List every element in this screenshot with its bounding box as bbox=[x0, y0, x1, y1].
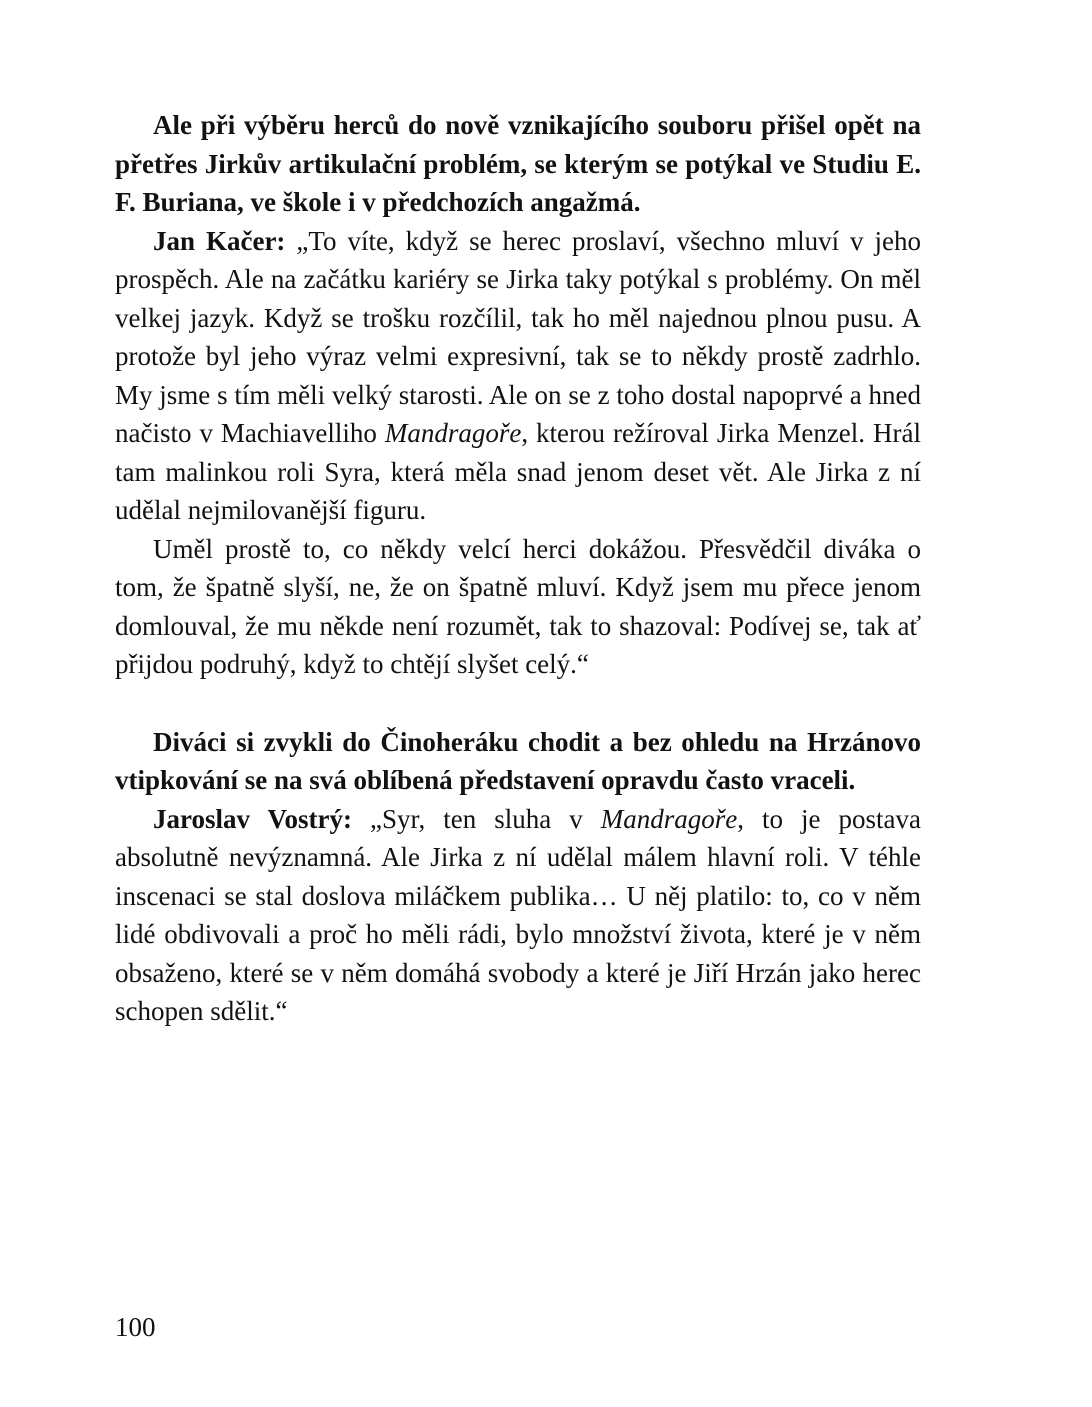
text-run-bold: Diváci si zvykli do Činoheráku chodit a bez ohledu na Hrzánovo vtipkování se na svá oblíbená představení opravdu často vraceli. bbox=[115, 726, 921, 795]
text-run-normal: , kterou režíroval Jirka Menzel. Hrál tam malinkou roli Syra, která měla snad jenom deset vět. Ale Jirka z ní udělal nejmilovanější figuru. bbox=[115, 418, 921, 525]
text-run-normal: „To víte, když se herec proslaví, všechno mluví v jeho prospěch. Ale na začátku kariéry se Jirka taky potýkal s problémy. On měl velkej jazyk. Když se trošku rozčílil, tak ho měl najednou plnou pusu. A protože byl jeho výraz velmi expresivní, tak se to někdy prostě zadrhlo. My jsme s tím měli velký starosti. Ale on se z toho dostal napoprvé a hned načisto v Machiavelliho bbox=[115, 225, 921, 448]
paragraph bbox=[115, 106, 921, 222]
text-run-normal: „Syr, ten sluha v bbox=[370, 803, 601, 834]
text-run-italic: Mandragoře bbox=[384, 418, 522, 448]
text-block bbox=[115, 106, 921, 1031]
text-run-normal: , to je postava absolutně nevýznamná. Ale Jirka z ní udělal málem hlavní roli. V téhle inscenaci se stal doslova miláčkem publika… U něj platilo: to, co v něm lidé obdivovali a proč ho měli rádi, bylo množství života, které je v něm obsaženo, které se v něm domáhá svobody a které je Jiří Hrzán jako herec schopen sdělit.“ bbox=[115, 803, 922, 1026]
text-run-bold: Jaroslav Vostrý: bbox=[153, 803, 371, 834]
paragraph bbox=[115, 530, 921, 684]
text-run-bold: Ale při výběru herců do nově vznikajícího souboru přišel opět na přetřes Jirkův artikulační problém, se kterým se potýkal ve Studiu E. F. Buriana, ve škole i v předchozích angažmá. bbox=[115, 110, 921, 217]
paragraph bbox=[115, 222, 921, 530]
text-run-italic: Mandragoře bbox=[600, 803, 738, 834]
paragraph bbox=[115, 800, 921, 1031]
text-run-bold: Jan Kačer: bbox=[153, 225, 297, 256]
page-number: 100 bbox=[115, 1312, 156, 1342]
paragraph bbox=[115, 723, 921, 800]
text-run-normal: Uměl prostě to, co někdy velcí herci dokážou. Přesvědčil diváka o tom, že špatně slyší, ne, že on špatně mluví. Když jsem mu přece jenom domlouval, že mu někde není rozumět, tak to shazoval: Podívej se, tak ať přijdou podruhý, když to chtějí slyšet celý.“ bbox=[115, 533, 921, 679]
